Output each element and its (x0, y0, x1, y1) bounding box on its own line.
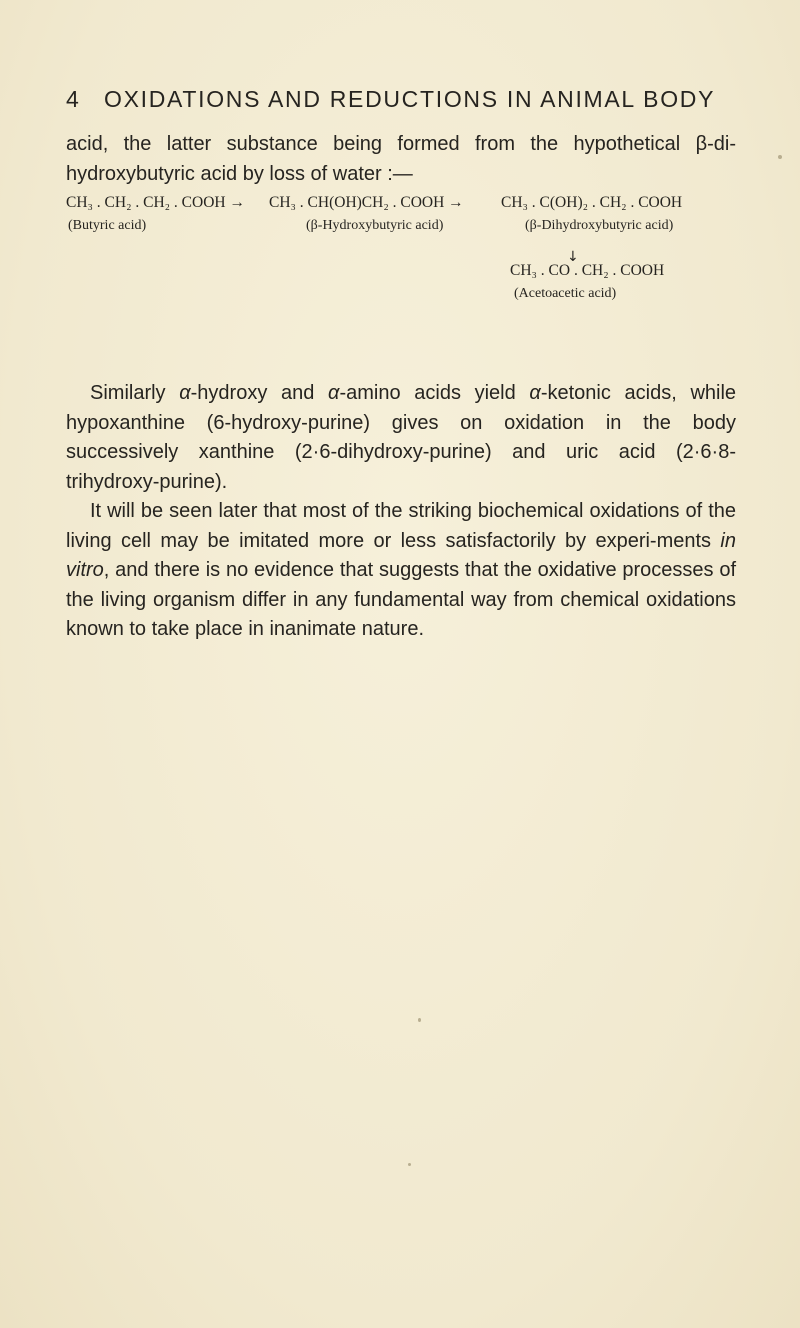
paper-speck (418, 1018, 421, 1022)
reaction-labels (66, 218, 746, 240)
acetoacetic-acid-label: (Acetoacetic acid) (514, 286, 617, 301)
paper-speck (778, 155, 782, 159)
page-number: 4 (66, 86, 80, 112)
italic-latin-phrase: in vitro (66, 529, 736, 581)
acetoacetic-acid-formula: CH₃ . CO . CH₂ . COOH (510, 262, 665, 279)
reaction-formulas (66, 194, 746, 216)
dihydroxybutyric-acid-formula: CH₃ . C(OH)₂ . CH₂ . COOH (501, 194, 683, 211)
butyric-acid-formula: CH₃ . CH₂ . CH₂ . COOH → (66, 194, 245, 211)
paper-speck (408, 1163, 411, 1166)
running-head (66, 86, 736, 118)
chapter-title: OXIDATIONS AND REDUCTIONS IN ANIMAL BODY (104, 86, 716, 112)
down-arrow-icon: ↓ (567, 249, 579, 265)
text-run: It will be seen later that most of the striking biochemical oxidations of the living cell may be imitated more or less satisfactorily by experi-ments (66, 500, 736, 552)
paragraph-similarly (66, 379, 736, 497)
hydroxybutyric-acid-formula: CH₃ . CH(OH)CH₂ . COOH → (269, 194, 464, 211)
greek-alpha: α (328, 382, 340, 404)
text-run: Similarly (90, 382, 180, 404)
hydroxybutyric-acid-label: (β-Hydroxybutyric acid) (306, 218, 444, 233)
dihydroxybutyric-acid-label: (β-Dihydroxybutyric acid) (525, 218, 674, 233)
text-run: , and there is no evidence that suggests that the oxidative processes of the living organism differ in any fundamental way from chemical oxidations known to take place in inanimate nature. (66, 559, 736, 640)
greek-alpha: α (179, 382, 191, 404)
butyric-acid-label: (Butyric acid) (68, 218, 147, 233)
text-run: -amino acids yield (339, 382, 530, 404)
text-run: -hydroxy and (190, 382, 329, 404)
greek-alpha: α (529, 382, 541, 404)
paragraph-continuation: acid, the latter substance being formed from the hypothetical β-di-hydroxybutyric acid by loss of water :— (66, 133, 736, 185)
paragraph-it-will-be-seen (66, 497, 736, 645)
text-run: -ketonic acids, while hypoxanthine (6-hydroxy-purine) gives on oxidation in the body successively xanthine (2·6-dihydroxy-purine) and uric acid (2·6·8-trihydroxy-purine). (66, 382, 737, 493)
